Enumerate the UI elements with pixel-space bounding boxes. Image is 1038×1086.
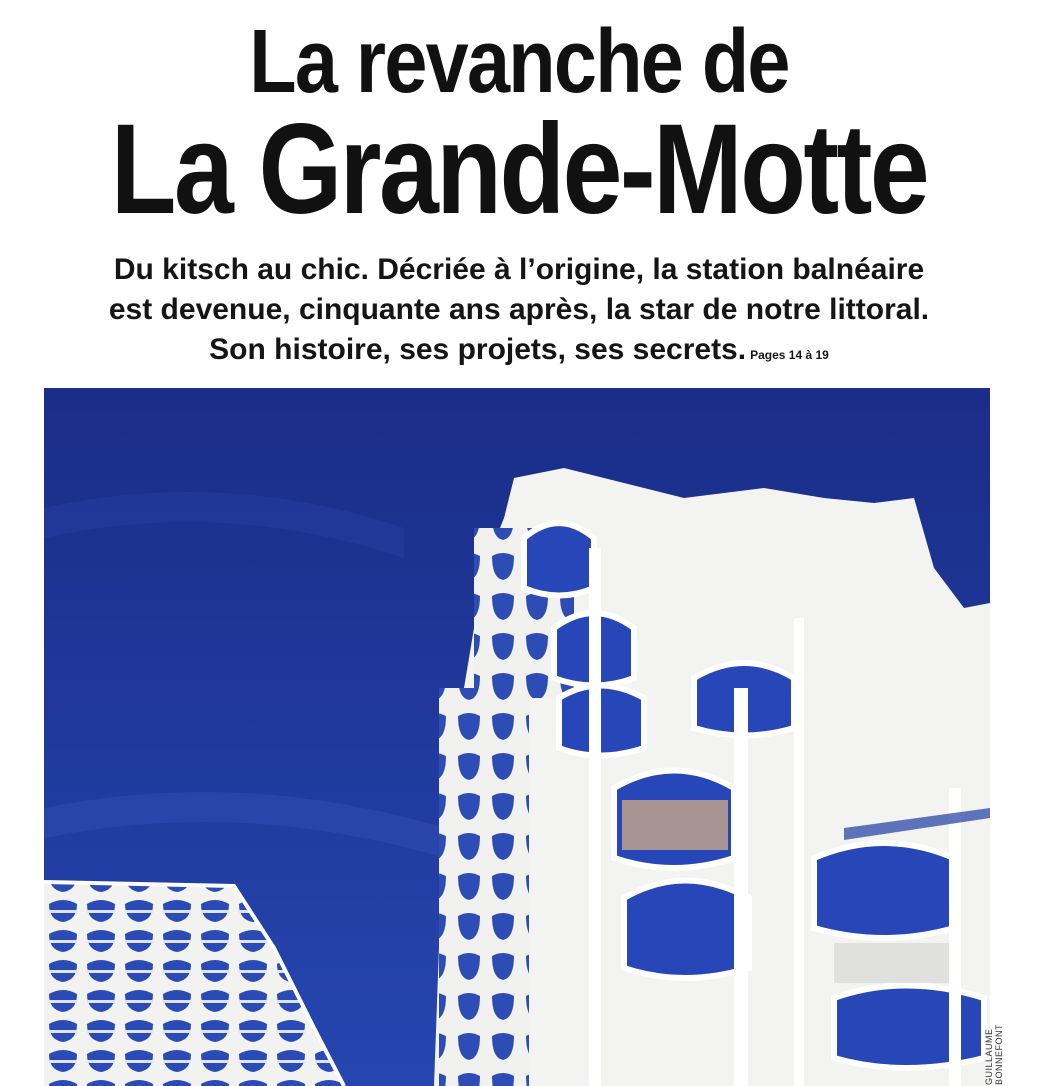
- pages-reference: Pages 14 à 19: [750, 348, 829, 362]
- lede-line-3-wrap: [20, 330, 1018, 375]
- lede-line-3: Son histoire, ses projets, ses secrets.: [209, 333, 747, 366]
- lede-line-1: Du kitsch au chic. Décriée à l’origine, la station balnéaire: [113, 253, 925, 286]
- cover-photo: [44, 388, 990, 1086]
- main-tower: [434, 468, 990, 1086]
- headline-line-2: La Grande-Motte: [110, 98, 928, 241]
- photo-credit: GUILLAUME BONNEFONT: [984, 1023, 1004, 1085]
- lede: [20, 250, 1018, 375]
- lede-line-2: est devenue, cinquante ans après, la star de notre littoral.: [108, 293, 930, 326]
- photo-illustration: [44, 388, 990, 1086]
- headline-line-1: La revanche de: [249, 12, 789, 112]
